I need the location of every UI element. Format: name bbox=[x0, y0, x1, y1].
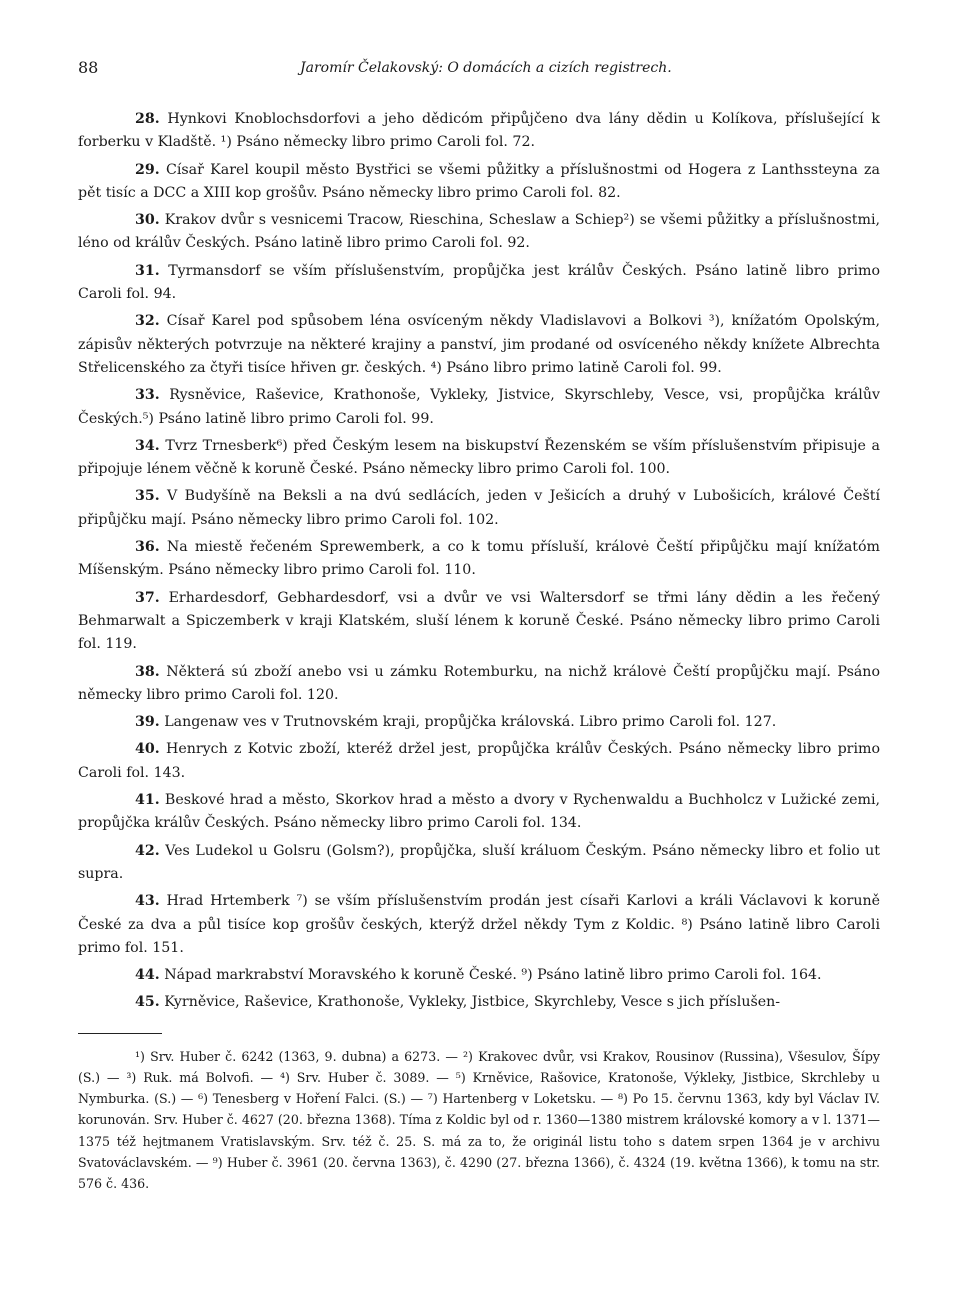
entry-text: V Budyšíně na Beksli a na dvú sedlácích, jeden v Ješicích a druhý v Lubošicích, králové Čeští připůjčku mají. Psáno německy libro primo Caroli fol. 102. bbox=[78, 488, 881, 528]
entry-text: Císař Karel pod spůsobem léna osvíceným někdy Vladislavovi a Bolkovi ³), knížatóm Opolským, zápisův některých potvrzuje na některé krajiny a panství, jim prodané od osvíceného někdy knížete Albrechta Střelicenského za čtyři tisíce hřiven gr. českých. ⁴) Psáno libro primo latině Caroli fol. 99. bbox=[78, 313, 881, 376]
entry-40 bbox=[78, 738, 880, 785]
page-number: 88 bbox=[78, 58, 99, 77]
entry-text: Hynkovi Knoblochsdorfovi a jeho dědicóm připůjčeno dva lány dědin u Kolíkova, příslušející k forberku v Kladště. ¹) Psáno německy libro primo Caroli fol. 72. bbox=[78, 111, 881, 151]
entry-29 bbox=[78, 159, 880, 206]
footnote-divider bbox=[78, 1033, 162, 1034]
entry-number: 42. bbox=[135, 842, 160, 859]
entry-text: Některá sú zboží anebo vsi u zámku Rotemburku, na nichž královė Čeští propůjčku mají. Psáno německy libro primo Caroli fol. 120. bbox=[78, 663, 880, 703]
entry-42 bbox=[78, 840, 880, 887]
entry-number: 29. bbox=[135, 161, 160, 178]
entry-text: Krakov dvůr s vesnicemi Tracow, Rieschina, Scheslaw a Schiep²) se všemi půžitky a příslušnostmi, léno od králův Českých. Psáno latině libro primo Caroli fol. 92. bbox=[78, 212, 881, 252]
entry-39 bbox=[78, 711, 880, 734]
entry-33 bbox=[78, 384, 880, 431]
entry-number: 41. bbox=[135, 792, 160, 809]
entry-43 bbox=[78, 890, 880, 960]
entry-number: 28. bbox=[135, 111, 160, 127]
entry-number: 43. bbox=[135, 893, 160, 910]
entry-number: 33. bbox=[135, 387, 160, 404]
entry-number: 32. bbox=[135, 313, 160, 330]
entry-36 bbox=[78, 536, 880, 583]
entry-38 bbox=[78, 661, 880, 708]
entry-number: 44. bbox=[135, 967, 160, 984]
entry-35 bbox=[78, 485, 880, 532]
entry-text: Nápad markrabství Moravského k koruně České. ⁹) Psáno latině libro primo Caroli fol. 164. bbox=[164, 967, 822, 984]
entry-31 bbox=[78, 260, 880, 307]
entry-number: 34. bbox=[135, 437, 160, 454]
entry-text: Henrych z Kotvic zboží, kteréž držel jest, propůjčka králův Českých. Psáno německy libro primo Caroli fol. 143. bbox=[78, 741, 880, 781]
entry-text: Kyrněvice, Raševice, Krathonoše, Vykleky, Jistbice, Skyrchleby, Vesce s jich příslušen- bbox=[164, 994, 781, 1011]
entry-number: 35. bbox=[135, 488, 160, 505]
entry-text: Erhardesdorf, Gebhardesdorf, vsi a dvůr ve vsi Waltersdorf se třmi lány dědin a les řečený Behmarwalt a Spiczemberk v kraji Klatském, sluší lénem k koruně České. Psáno německy libro primo Caroli fol. 119. bbox=[78, 589, 881, 653]
entry-text: Tvrz Trnesberk⁶) před Českým lesem na biskupství Řezenském se vším příslušenstvím připisuje a připojuje lénem věčně k koruně České. Psáno německy libro primo Caroli fol. 100. bbox=[78, 437, 880, 478]
running-title: Jaromír Čelakovský: O domácích a cizích registrech. bbox=[300, 60, 672, 76]
entry-text: Tyrmansdorf se vším příslušenstvím, propůjčka jest králův Českých. Psáno latině libro primo Caroli fol. 94. bbox=[78, 262, 880, 303]
entry-text: Beskové hrad a město, Skorkov hrad a město a dvory v Rychenwaldu a Buchholcz v Lužické zemi, propůjčka králův Českých. Psáno německy libro primo Caroli fol. 134. bbox=[78, 792, 881, 832]
entry-number: 37. bbox=[135, 589, 160, 606]
entry-text: Rysněvice, Raševice, Krathonoše, Vykleky, Jistvice, Skyrschleby, Vesce, vsi, propůjčka králův Českých.⁵) Psáno latině libro primo Caroli fol. 99. bbox=[78, 387, 880, 427]
entry-number: 31. bbox=[135, 262, 160, 279]
entry-44 bbox=[78, 964, 880, 987]
entry-number: 45. bbox=[135, 994, 160, 1011]
page-header bbox=[78, 58, 880, 84]
main-text bbox=[78, 108, 880, 1015]
entry-text: Langenaw ves v Trutnovském kraji, propůjčka královská. Libro primo Caroli fol. 127. bbox=[164, 714, 777, 731]
entry-text: Hrad Hrtemberk ⁷) se vším příslušenstvím prodán jest císaři Karlovi a králi Václavovi k koruně České za dva a půl tisíce kop grošův českých, kterýž držel někdy Tym z Koldic. ⁸) Psáno latině libro Caroli primo fol. 151. bbox=[78, 893, 880, 956]
entry-45 bbox=[78, 991, 880, 1014]
entry-text: Na miestě řečeném Sprewemberk, a co k tomu přísluší, královė Čeští připůjčku mají knížatóm Míšenským. Psáno německy libro primo Caroli fol. 110. bbox=[78, 539, 880, 579]
entry-28 bbox=[78, 108, 880, 155]
entry-30 bbox=[78, 209, 880, 256]
entry-text: Ves Ludekol u Golsru (Golsm?), propůjčka, sluší králuom Českým. Psáno německy libro et folio ut supra. bbox=[78, 842, 880, 882]
entry-37 bbox=[78, 587, 880, 657]
entry-text: Císař Karel koupil město Bystřici se všemi půžitky a příslušnostmi od Hogera z Lanthssteyna za pět tisíc a DCC a XIII kop grošův. Psáno německy libro primo Caroli fol. 82. bbox=[78, 161, 880, 201]
entry-number: 36. bbox=[135, 539, 160, 556]
entry-32 bbox=[78, 310, 880, 380]
entry-number: 39. bbox=[135, 714, 160, 731]
entry-number: 30. bbox=[135, 212, 160, 229]
entry-number: 38. bbox=[135, 663, 160, 680]
entry-34 bbox=[78, 435, 880, 482]
entry-41 bbox=[78, 789, 880, 836]
footnotes bbox=[78, 1046, 880, 1194]
footnote-text: ¹) Srv. Huber č. 6242 (1363, 9. dubna) a 6273. — ²) Krakovec dvůr, vsi Krakov, Rousinov (Russina), Všesulov, Šípy (S.) — ³) Ruk. má Bolvofi. — ⁴) Srv. Huber č. 3089. — ⁵) Krněvice, Rašovice, Kratonoše, Výkleky, Jistbice, Skrchleby u Nymburka. (S.) — ⁶) Tenesberg v Hoření Falci. (S.) — ⁷) Hartenberg v Loketsku. — ⁸) Po 15. červnu 1363, kdy byl Václav IV. korunován. Srv. Huber č. 4627 (20. března 1368). Tíma z Koldic byl od r. 1360—1380 mistrem královské komory a v l. 1371—1375 též hejtmanem Vratislavským. Srv. též č. 25. S. má za to, že originál listu toho s datem srpen 1364 je v archivu Svatováclavském. — ⁹) Huber č. 3961 (20. června 1363), č. 4290 (27. března 1366), č. 4324 (19. května 1366), k tomu na str. 576 č. 436. bbox=[78, 1048, 880, 1191]
entry-number: 40. bbox=[135, 741, 160, 758]
